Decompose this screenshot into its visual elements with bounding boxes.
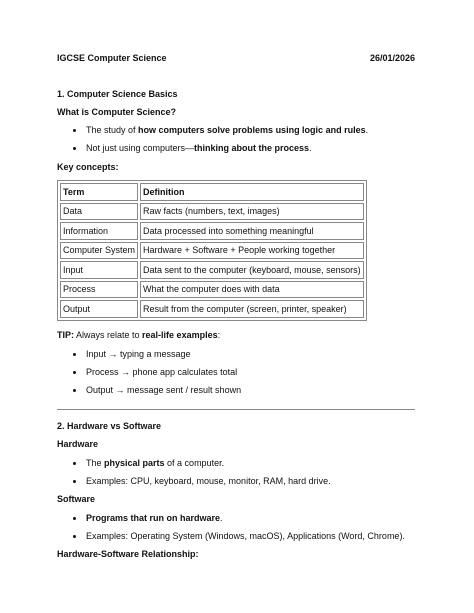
- table-row: [60, 222, 364, 240]
- bullet-emphasis: thinking about the process: [194, 143, 310, 153]
- tip-line: [57, 330, 220, 340]
- table-header-term: Term: [60, 183, 138, 201]
- bullet-icon: [73, 129, 76, 132]
- table-cell-definition: Data sent to the computer (keyboard, mouse, sensors): [140, 261, 364, 279]
- bullet-icon: [73, 462, 76, 465]
- table-cell-definition: Data processed into something meaningful: [140, 222, 364, 240]
- course-title: IGCSE Computer Science: [57, 53, 167, 63]
- bullet-text: The: [86, 458, 105, 468]
- bullet-icon: [73, 535, 76, 538]
- table-row: [60, 203, 364, 221]
- software-heading: Software: [57, 494, 96, 504]
- relationship-heading: Hardware-Software Relationship:: [57, 549, 199, 559]
- bullet-icon: [73, 353, 76, 356]
- table-row: [60, 281, 364, 299]
- table-row: [60, 242, 364, 260]
- bullet-punct: of a computer.: [164, 458, 225, 468]
- table-cell-definition: What the computer does with data: [140, 281, 364, 299]
- bullet-icon: [73, 517, 76, 520]
- tip-punct: :: [217, 330, 221, 340]
- table-row: [60, 261, 364, 279]
- key-concepts-label: Key concepts:: [57, 162, 119, 172]
- bullet-text: The study of: [86, 125, 139, 135]
- section-2-title: 2. Hardware vs Software: [57, 421, 162, 431]
- list-item: [86, 143, 312, 153]
- list-item: [86, 458, 224, 468]
- table-cell-term: Computer System: [60, 242, 138, 260]
- table-header-row: [60, 183, 364, 201]
- bullet-emphasis: Programs that run on hardware: [86, 513, 221, 523]
- table-cell-term: Output: [60, 300, 138, 318]
- tip-label: TIP:: [57, 330, 74, 340]
- table-row: [60, 300, 364, 318]
- list-item: Process → phone app calculates total: [86, 367, 238, 377]
- bullet-emphasis: how computers solve problems using logic and rules: [138, 125, 366, 135]
- tip-emphasis: real-life examples: [142, 330, 218, 340]
- table-cell-term: Data: [60, 203, 138, 221]
- bullet-icon: [73, 389, 76, 392]
- bullet-icon: [73, 147, 76, 150]
- bullet-punct: .: [220, 513, 223, 523]
- list-item: Examples: CPU, keyboard, mouse, monitor, RAM, hard drive.: [86, 476, 331, 486]
- section-divider: [57, 409, 415, 410]
- section-1-question: What is Computer Science?: [57, 107, 177, 117]
- bullet-icon: [73, 480, 76, 483]
- list-item: Output → message sent / result shown: [86, 385, 242, 395]
- table-cell-term: Process: [60, 281, 138, 299]
- bullet-text: Not just using computers—: [86, 143, 195, 153]
- table-header-definition: Definition: [140, 183, 364, 201]
- hardware-heading: Hardware: [57, 439, 99, 449]
- list-item: [86, 125, 368, 135]
- bullet-punct: .: [309, 143, 312, 153]
- list-item: Input → typing a message: [86, 349, 191, 359]
- tip-text: Always relate to: [74, 330, 143, 340]
- table-cell-term: Information: [60, 222, 138, 240]
- section-1-title: 1. Computer Science Basics: [57, 89, 178, 99]
- document-date: 26/01/2026: [369, 53, 415, 63]
- list-item: Examples: Operating System (Windows, macOS), Applications (Word, Chrome).: [86, 531, 405, 541]
- bullet-punct: .: [365, 125, 369, 135]
- table-cell-term: Input: [60, 261, 138, 279]
- table-cell-definition: Hardware + Software + People working together: [140, 242, 364, 260]
- bullet-icon: [73, 371, 76, 374]
- table-cell-definition: Raw facts (numbers, text, images): [140, 203, 364, 221]
- bullet-emphasis: physical parts: [104, 458, 165, 468]
- list-item: [86, 513, 223, 523]
- key-concepts-table: [57, 180, 367, 321]
- table-cell-definition: Result from the computer (screen, printer, speaker): [140, 300, 364, 318]
